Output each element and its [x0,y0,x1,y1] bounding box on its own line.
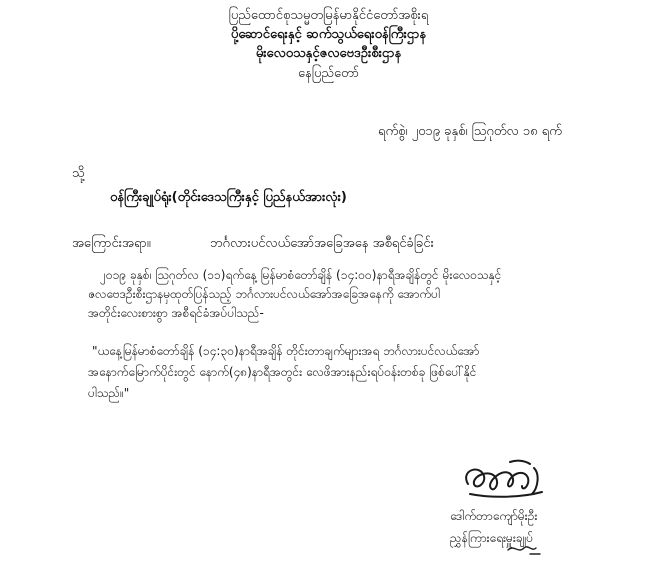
quote-line-3: ပါသည်။" [88,386,130,400]
signature-block [450,458,640,558]
initials-scribble-icon [506,542,546,556]
header-government: ပြည်ထောင်စုသမ္မတမြန်မာနိုင်ငံတော်အစိုးရ [228,8,429,23]
subject-text: ဘင်္ဂလားပင်လယ်အော်အခြေအနေ အစီရင်ခံခြင်း [210,236,434,251]
to-label: သို့ [72,166,85,181]
quote-line-2: အနောက်မြောက်ပိုင်းတွင် နောက်(၄၈)နာရီအတွင်း လေဖိအားနည်းရပ်ဝန်းတစ်ခု ဖြစ်ပေါ်နိုင် [88,365,477,379]
header-ministry: ပို့ဆောင်ရေးနှင့် ဆက်သွယ်ရေးဝန်ကြီးဌာန [230,27,427,42]
header-city: နေပြည်တော် [297,66,359,81]
body-line-2: ဇလဗေဒဦးစီးဌာနမှထုတ်ပြန်သည့် ဘင်္ဂလားပင်လယ်အော်အခြေအနေကို အောက်ပါ [88,287,441,301]
subject-label: အကြောင်းအရာ။ [72,236,151,251]
signatory-name: ဒေါက်တာကျော်မိုးဦး [450,509,538,523]
date-line: ရက်စွဲ၊ ၂၀၁၉ ခုနှစ်၊ ဩဂုတ်လ ၁၈ ရက် [378,124,562,139]
signatory-title: ညွှန်ကြားရေးမှူးချုပ် [450,531,534,545]
quote-line-1: "ယနေ့မြန်မာစံတော်ချိန် (၁၄:၃၀)နာရီအချိန် တိုင်းတာချက်များအရ ဘင်္ဂလားပင်လယ်အော် [92,344,480,358]
header-department: မိုးလေဝသနှင့်ဇလဗေဒဦးစီးဌာန [255,46,402,61]
handwritten-signature-icon [450,458,560,504]
recipient-name: ဝန်ကြီးချုပ်ရုံး(တိုင်းဒေသကြီးနှင့် ပြည်နယ်အားလုံး) [110,190,347,205]
body-line-3: အတိုင်းလေးစားစွာ အစီရင်ခံအပ်ပါသည်- [88,306,264,320]
body-line-1: ၂၀၁၉ ခုနှစ်၊ ဩဂုတ်လ (၁၁)ရက်နေ့ မြန်မာစံတော်ချိန် (၁၄:၀၀)နာရီအချိန်တွင် မိုးလေဝသနှင့် [100,268,502,282]
